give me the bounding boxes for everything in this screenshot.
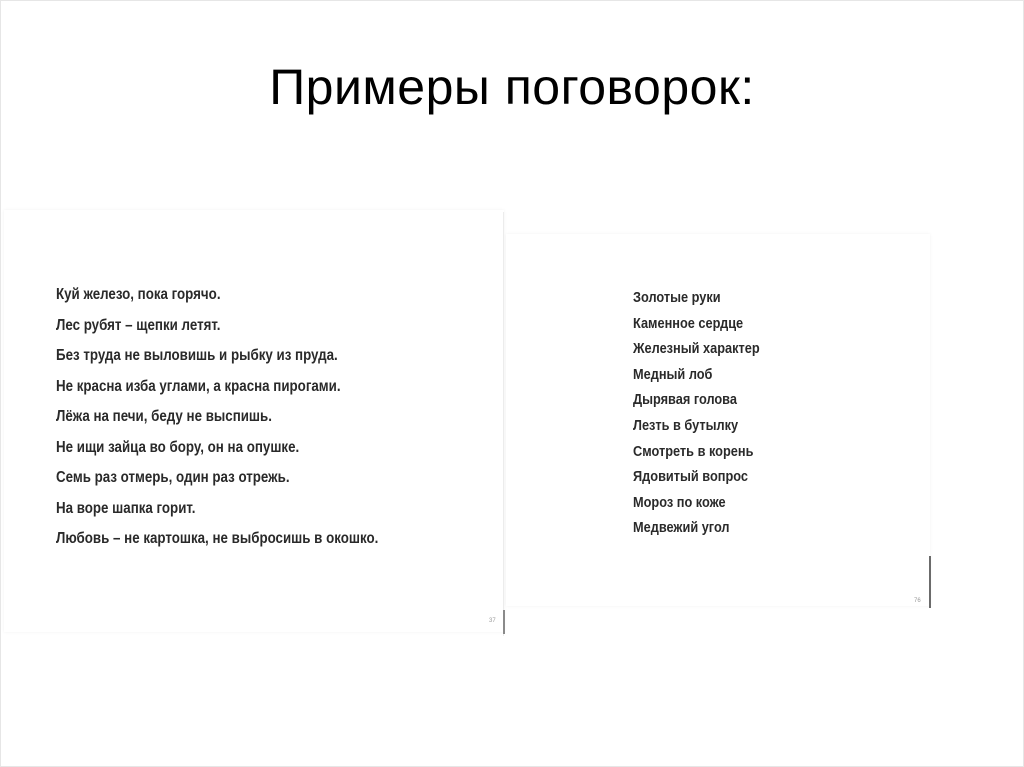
expression-item: Мороз по коже xyxy=(633,494,726,511)
expression-item: Ядовитый вопрос xyxy=(633,469,748,486)
saying-item: Любовь – не картошка, не выбросишь в окошко. xyxy=(56,530,379,547)
expression-item: Медвежий угол xyxy=(633,520,730,537)
expression-item: Железный характер xyxy=(633,341,760,358)
page-right-edge xyxy=(929,556,931,608)
expression-item: Каменное сердце xyxy=(633,315,744,332)
saying-item: Лёжа на печи, беду не выспишь. xyxy=(56,408,272,425)
sayings-list xyxy=(56,286,431,561)
book-spine-mark xyxy=(503,610,505,634)
saying-item: Не ищи зайца во бору, он на опушке. xyxy=(56,438,300,456)
expression-item: Золотые руки xyxy=(633,290,721,306)
saying-item: Куй железо, пока горячо. xyxy=(56,286,221,303)
expression-item: Медный лоб xyxy=(633,366,713,383)
saying-item: Без труда не выловишь и рыбку из пруда. xyxy=(56,347,338,364)
slide-title: Примеры поговорок: xyxy=(269,59,755,115)
expression-item: Лезть в бутылку xyxy=(633,417,739,434)
saying-item: На воре шапка горит. xyxy=(56,499,196,517)
saying-item: Семь раз отмерь, один раз отрежь. xyxy=(56,469,290,486)
expressions-list xyxy=(633,290,777,546)
saying-item: Лес рубят – щепки летят. xyxy=(56,316,221,334)
right-page-number: 76 xyxy=(914,598,921,604)
expression-item: Дырявая голова xyxy=(633,392,737,409)
expression-item: Смотреть в корень xyxy=(633,443,754,460)
left-page-number: 37 xyxy=(489,618,496,624)
saying-item: Не красна изба углами, а красна пирогами. xyxy=(56,377,341,395)
book-spine xyxy=(503,212,504,636)
